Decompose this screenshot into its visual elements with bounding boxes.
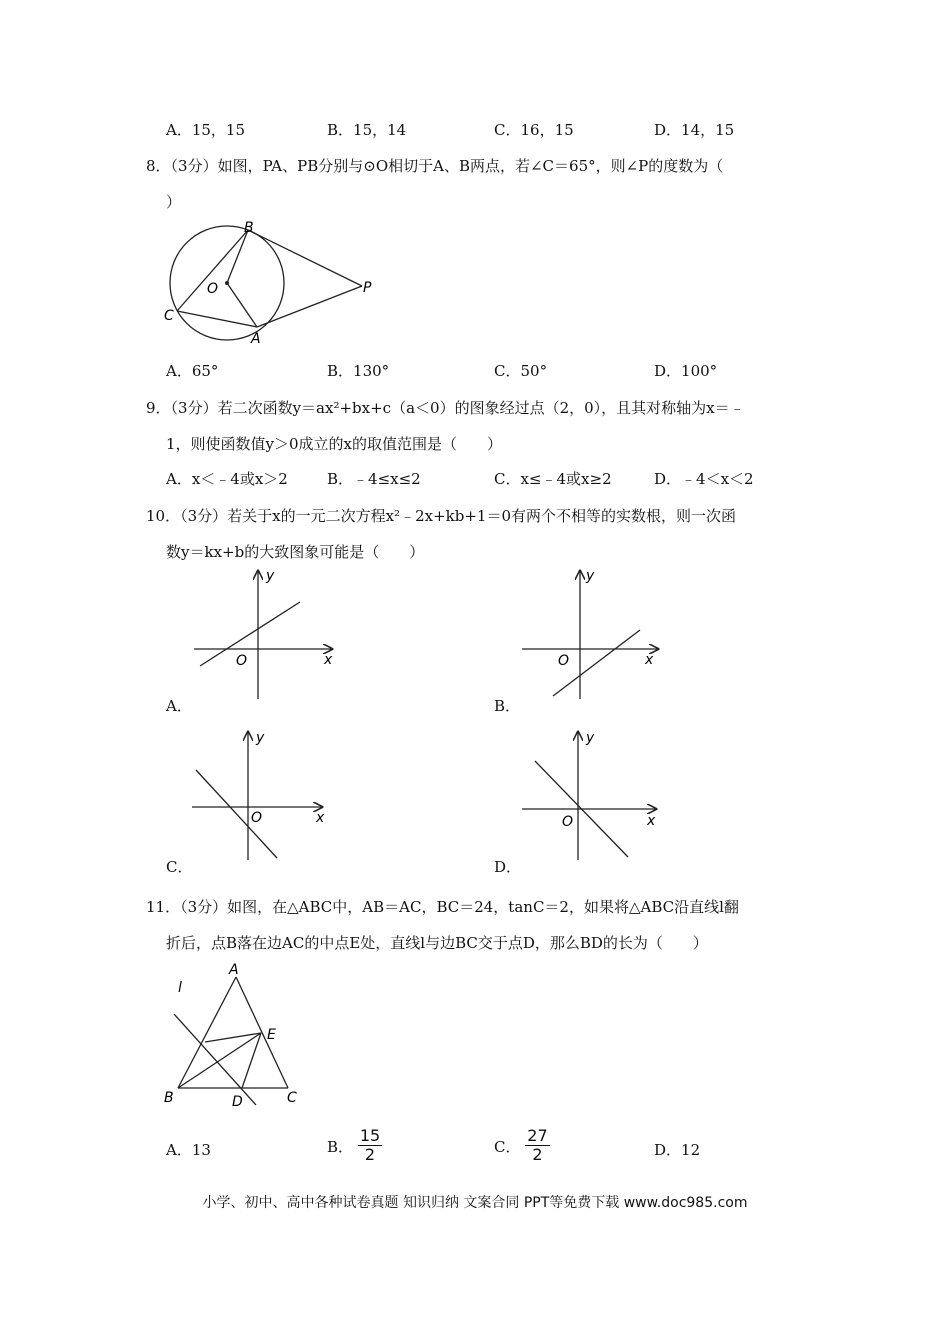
q8-option-c: C．50°	[494, 362, 548, 380]
q11-label-a: A	[229, 962, 239, 978]
q11-triangle-figure	[158, 958, 318, 1110]
q10a-y-label: y	[266, 568, 275, 584]
q9-option-a: A．x＜﹣4或x＞2	[166, 470, 288, 488]
q8-option-d: D．100°	[654, 362, 718, 380]
q11-option-b-denominator: 2	[364, 1145, 376, 1164]
q11-label-e: E	[267, 1027, 276, 1043]
q8-label-o: O	[207, 281, 219, 297]
q11-label-c: C	[287, 1090, 297, 1106]
q10b-origin-label: O	[558, 653, 570, 669]
q9-stem-line1: 9．（3分）若二次函数y＝ax²+bx+c（a＜0）的图象经过点（2，0），且其对称轴为x＝﹣	[146, 399, 745, 417]
q9-option-d: D．﹣4＜x＜2	[654, 470, 754, 488]
q9-option-c: C．x≤﹣4或x≥2	[494, 470, 612, 488]
q11-stem-line2: 折后，点B落在边AC的中点E处，直线l与边BC交于点D，那么BD的长为（ ）	[166, 934, 708, 952]
q10-stem-line2: 数y＝kx+b的大致图象可能是（ ）	[166, 543, 425, 561]
q10c-origin-label: O	[251, 810, 263, 826]
q11-label-d: D	[232, 1094, 243, 1110]
q11-option-b	[327, 1127, 382, 1164]
q11-stem-line1: 11．（3分）如图，在△ABC中，AB＝AC，BC＝24，tanC＝2，如果将△ABC沿直线l翻	[146, 898, 739, 916]
q11-label-l: l	[178, 980, 182, 996]
q10d-y-label: y	[586, 730, 595, 746]
q10-graph-a	[190, 566, 340, 701]
q10d-x-label: x	[647, 813, 656, 829]
q9-option-b: B．﹣4≤x≤2	[327, 470, 421, 488]
q7-option-a: A．15，15	[166, 121, 246, 139]
q8-label-p: P	[363, 280, 372, 296]
q11-option-b-fraction	[358, 1127, 382, 1164]
q10-graph-d	[520, 728, 670, 863]
q11-label-b: B	[164, 1090, 174, 1106]
q11-option-a: A．13	[166, 1141, 211, 1159]
q10-graph-c	[190, 728, 340, 863]
q8-stem-line2: ）	[166, 193, 182, 211]
q10-option-c: C．	[166, 858, 193, 876]
q10c-x-label: x	[316, 810, 325, 826]
q10-stem-line1: 10．（3分）若关于x的一元二次方程x²﹣2x+kb+1＝0有两个不相等的实数根，则一次函	[146, 507, 736, 525]
q11-option-c-denominator: 2	[532, 1145, 543, 1164]
q10b-x-label: x	[645, 652, 654, 668]
q11-option-b-numerator: 15	[359, 1126, 381, 1145]
q10-graph-b	[520, 566, 670, 701]
q7-option-d: D．14，15	[654, 121, 735, 139]
q9-stem-line2: 1，则使函数值y＞0成立的x的取值范围是（ ）	[166, 435, 503, 453]
q7-option-c: C．16，15	[494, 121, 574, 139]
q8-circle-tangent-figure	[158, 216, 388, 348]
q10a-origin-label: O	[236, 653, 248, 669]
q10d-origin-label: O	[562, 814, 574, 830]
q11-option-c-fraction	[525, 1127, 549, 1164]
q10a-x-label: x	[324, 652, 333, 668]
q7-option-b: B．15，14	[327, 121, 407, 139]
q8-label-a: A	[251, 331, 261, 347]
q8-option-a: A．65°	[166, 362, 219, 380]
q11-option-c-numerator: 27	[527, 1126, 548, 1145]
q11-option-b-prefix: B．	[327, 1138, 354, 1156]
q10-option-b: B．	[494, 697, 521, 715]
q10b-y-label: y	[586, 568, 595, 584]
q11-option-c	[494, 1127, 550, 1164]
page-footer: 小学、初中、高中各种试卷真题 知识归纳 文案合同 PPT等免费下载 www.doc985.com	[202, 1195, 748, 1211]
q10c-y-label: y	[256, 730, 265, 746]
q8-option-b: B．130°	[327, 362, 390, 380]
q8-label-b: B	[244, 220, 254, 236]
q11-option-c-prefix: C．	[494, 1138, 521, 1156]
q11-option-d: D．12	[654, 1141, 701, 1159]
q8-stem-line1: 8．（3分）如图，PA、PB分别与⊙O相切于A、B两点，若∠C＝65°，则∠P的度数为（	[146, 157, 724, 175]
q10-option-d: D．	[494, 858, 522, 876]
q10-option-a: A．	[166, 697, 192, 715]
q8-label-c: C	[164, 308, 174, 324]
